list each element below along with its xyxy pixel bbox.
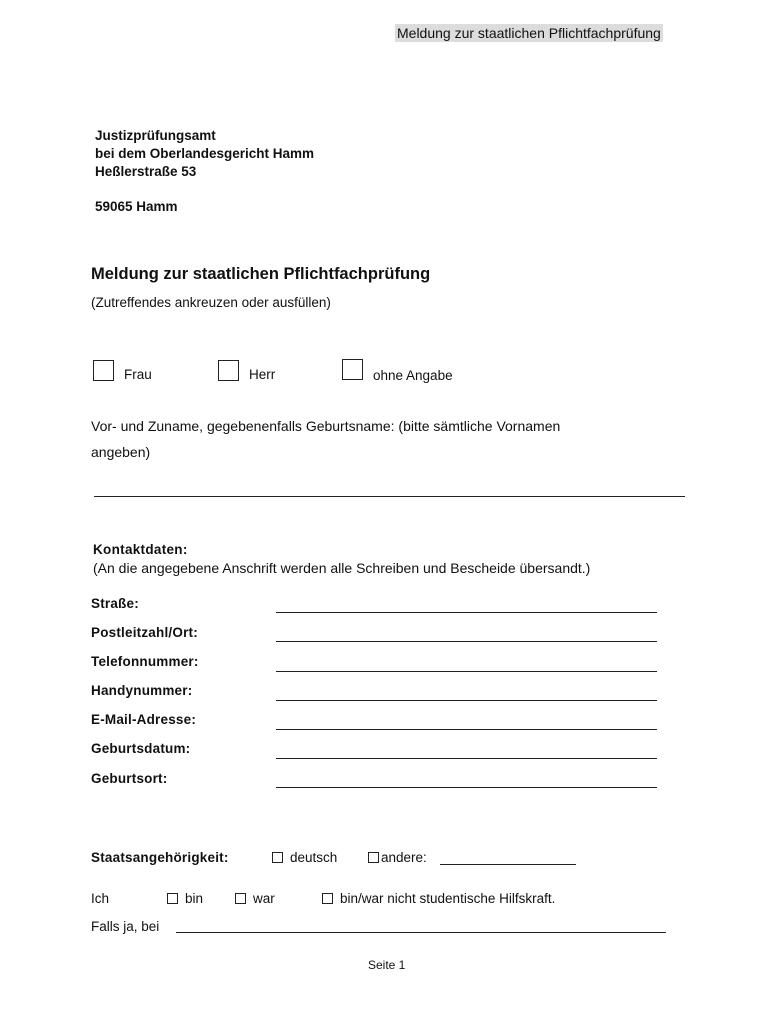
- name-input-line[interactable]: [94, 496, 685, 497]
- checkbox-herr[interactable]: [218, 360, 239, 381]
- label-handy: Handynummer:: [91, 683, 193, 698]
- checkbox-bin[interactable]: [167, 893, 178, 904]
- label-ich: Ich: [91, 891, 110, 906]
- input-strasse[interactable]: [276, 612, 657, 613]
- form-subtitle: (Zutreffendes ankreuzen oder ausfüllen): [91, 295, 331, 310]
- label-war: war: [253, 891, 275, 906]
- checkbox-ohne-angabe[interactable]: [342, 359, 363, 380]
- name-prompt-line-1: Vor- und Zuname, gegebenenfalls Geburtsname: (bitte sämtliche Vornamen: [91, 418, 561, 434]
- address-line-1: Justizprüfungsamt: [95, 128, 216, 143]
- header-title: Meldung zur staatlichen Pflichtfachprüfung: [397, 25, 661, 41]
- address-line-2: bei dem Oberlandesgericht Hamm: [95, 146, 315, 161]
- label-telefon: Telefonnummer:: [91, 654, 199, 669]
- label-falls-ja: Falls ja, bei: [91, 919, 160, 934]
- input-email[interactable]: [276, 729, 657, 730]
- input-falls-ja[interactable]: [176, 932, 666, 933]
- checkbox-deutsch[interactable]: [272, 852, 283, 863]
- contact-note: (An die angegebene Anschrift werden alle Schreiben und Bescheide übersandt.): [93, 560, 591, 576]
- label-frau: Frau: [124, 367, 152, 382]
- checkbox-war[interactable]: [235, 893, 246, 904]
- label-deutsch: deutsch: [290, 850, 338, 865]
- label-ohne-angabe: ohne Angabe: [373, 368, 453, 383]
- input-plz-ort[interactable]: [276, 641, 657, 642]
- page-number: Seite 1: [368, 958, 406, 972]
- input-andere[interactable]: [440, 864, 576, 865]
- input-geburtsdatum[interactable]: [276, 758, 657, 759]
- label-geburtsort: Geburtsort:: [91, 771, 168, 786]
- address-city: 59065 Hamm: [95, 199, 178, 214]
- label-nicht-hilfskraft: bin/war nicht studentische Hilfskraft.: [340, 891, 556, 906]
- checkbox-nicht[interactable]: [322, 893, 333, 904]
- input-handy[interactable]: [276, 700, 657, 701]
- label-bin: bin: [185, 891, 204, 906]
- input-telefon[interactable]: [276, 671, 657, 672]
- label-staatsangehoerigkeit: Staatsangehörigkeit:: [91, 850, 229, 865]
- label-plz-ort: Postleitzahl/Ort:: [91, 625, 198, 640]
- checkbox-andere[interactable]: [368, 852, 379, 863]
- checkbox-frau[interactable]: [93, 360, 114, 381]
- label-herr: Herr: [249, 367, 276, 382]
- label-geburtsdatum: Geburtsdatum:: [91, 741, 191, 756]
- label-andere: andere:: [381, 850, 427, 865]
- name-prompt-line-2: angeben): [91, 444, 151, 460]
- form-title: Meldung zur staatlichen Pflichtfachprüfung: [91, 265, 431, 283]
- label-strasse: Straße:: [91, 596, 139, 611]
- address-line-3: Heßlerstraße 53: [95, 164, 197, 179]
- input-geburtsort[interactable]: [276, 787, 657, 788]
- label-email: E-Mail-Adresse:: [91, 712, 197, 727]
- contact-heading: Kontaktdaten:: [93, 542, 188, 557]
